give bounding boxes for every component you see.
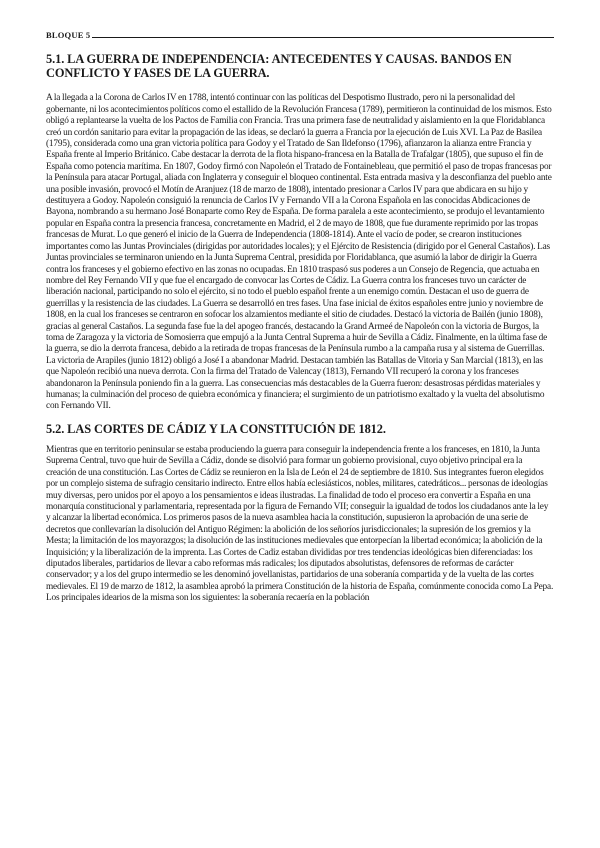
section-1-body: A la llegada a la Corona de Carlos IV en 1788, intentó continuar con las políticas del Despotismo Ilustrado, pero ni la personalidad del gobernante, ni los acontecimientos políticos como el estallido de la Revolución Francesa (1789), permitieron la continuidad de los mismos. Esto obligó a replantearse la vuelta de los Pactos de Familia con Francia. Tras una primera fase de neutralidad y aislamiento en la que Floridablanca creó un cordón sanitario para evitar la propagación de las ideas, se declaró la guerra a Francia por la ejecución de Luis XVI. La Paz de Basilea (1795), considerada como una gran victoria política para Godoy y el Tratado de San Ildefonso (1796), afianzaron la alianza entre Francia y España frente al Imperio Británico. Cabe destacar la derrota de la flota hispano-francesa en la Batalla de Trafalgar (1805), que supuso el fin de España como potencia marítima. En 1807, Godoy firmó con Napoleón el Tratado de Fontainebleau, que permitió el paso de tropas francesas por la Península para atacar Portugal, aliada con Inglaterra y conseguir el bloqueo continental. Esta entrada masiva y la desconfianza del pueblo ante una posible invasión, provocó el Motín de Aranjuez (18 de marzo de 1808), intentado presionar a Carlos IV para que abdicara en su hijo y destituyera a Godoy. Napoleón consiguió la renuncia de Carlos IV y Fernando VII a la Corona Española en las conocidas Abdicaciones de Bayona, nombrando a su hermano José Bonaparte como Rey de España. De forma paralela a este acontecimiento, se produjo el levantamiento popular en España contra la presencia francesa, concretamente en Madrid, el 2 de mayo de 1808, que fue duramente reprimido por las tropas francesas de Murat. Lo que generó el inicio de la Guerra de Independencia (1808-1814). Ante el vacío de poder, se crearon instituciones importantes como las Juntas Provinciales (dirigidas por autoridades locales); y el Ejército de Resistencia (dirigido por el General Castaños). Las Juntas provinciales se terminaron uniendo en la Junta Suprema Central, presidida por Floridablanca, que asumió la labor de dirigir la Guerra contra los franceses y el gobierno efectivo en las zonas no ocupadas. En 1810 traspasó sus poderes a un Consejo de Regencia, que actuaba en nombre del Rey Fernando VII y que fue el encargado de convocar las Cortes de Cádiz. La Guerra contra los franceses tuvo un carácter de liberación nacional, participando no solo el ejército, si no todo el pueblo español frente a un enemigo común. Destacan el uso de guerra de guerrillas y la resistencia de las ciudades. La Guerra se desarrolló en tres fases. Una fase inicial de éxitos españoles entre junio y noviembre de 1808, en la cual los franceses se centraron en sofocar los alzamientos mediante el sitio de ciudades. Destacó la victoria de Bailén (junio 1808), gracias al general Castaños. La segunda fase fue la del apogeo francés, destacando la Grand Armeé de Napoleón con la victoria de Burgos, la toma de Zaragoza y la victoria de Somosierra que empujó a la Junta Central Suprema a huir de Sevilla a Cádiz. Finalmente, en la última fase de la guerra, se dio la derrota francesa, debido a la retirada de tropas francesas de la Península rumbo a la campaña rusa y al sistema de Guerrillas. La victoria de Arapiles (junio 1812) obligó a José I a abandonar Madrid. Destacan también las Batallas de Vitoria y San Marcial (1813), en las que Napoleón recibió una nueva derrota. Con la firma del Tratado de Valencay (1813), Fernando VII recuperó la corona y los franceses abandonaron la Península poniendo fin a la guerra. Las consecuencias más destacables de la Guerra fueron: desastrosas pérdidas materiales y humanas; la culminación del proceso de quiebra económica y financiera; el surgimiento de un patriotismo exaltado y la vuelta del absolutismo con Fernando VII. (46, 93, 552, 412)
block-header (46, 30, 554, 40)
section-2-title: 5.2. LAS CORTES DE CÁDIZ Y LA CONSTITUCIÓN DE 1812. (46, 421, 386, 436)
header-rule (92, 37, 554, 38)
section-1-title: 5.1. LA GUERRA DE INDEPENDENCIA: ANTECEDENTES Y CAUSAS. BANDOS EN CONFLICTO Y FASES DE LA GUERRA. (46, 52, 512, 81)
section-2-body: Mientras que en territorio peninsular se estaba produciendo la guerra para conseguir la independencia frente a los franceses, en 1810, la Junta Suprema Central, tuvo que huir de Sevilla a Cádiz, donde se disolvió para formar un gobierno provisional, cuyo objetivo principal era la creación de una constitución. Las Cortes de Cádiz se reunieron en la Isla de León el 24 de septiembre de 1810. Sus integrantes fueron elegidos por un complejo sistema de sufragio censitario indirecto. Entre ellos había eclesiásticos, nobles, militares, catedráticos... personas de ideologías muy diversas, pero unidos por el apoyo a los pensamientos e ideas ilustradas. La finalidad de todo el proceso era convertir a España en una monarquía constitucional y parlamentaria, representada por la figura de Fernando VII; conseguir la igualdad de todos los ciudadanos ante la ley y alcanzar la libertad económica. Los primeros pasos de la nueva asamblea hacia la constitución, supusieron la aprobación de una serie de decretos que conllevarían la disolución del Antiguo Régimen: la abolición de los señoríos jurisdiccionales; la supresión de los gremios y la Mesta; la limitación de los mayorazgos; la disolución de las instituciones medievales que entorpecían la libertad económica; la abolición de la Inquisición; y la liberalización de la imprenta. Las Cortes de Cadiz estaban divididas por tres tendencias ideológicas bien diferenciadas: los diputados liberales, partidarios de llevar a cabo reformas más radicales; los diputados absolutistas, defensores de reformas de carácter conservador; y a los del grupo intermedio se les denominó jovellanistas, partidarios de una soberanía compartida y de la vuelta de las cortes medievales. El 19 de marzo de 1812, la asamblea aprobó la primera Constitución de la historia de España, comúnmente conocida como La Pepa. Los principales idearios de la misma son los siguientes: la soberanía recaería en la población (46, 444, 554, 604)
block-label: BLOQUE 5 (46, 30, 91, 40)
